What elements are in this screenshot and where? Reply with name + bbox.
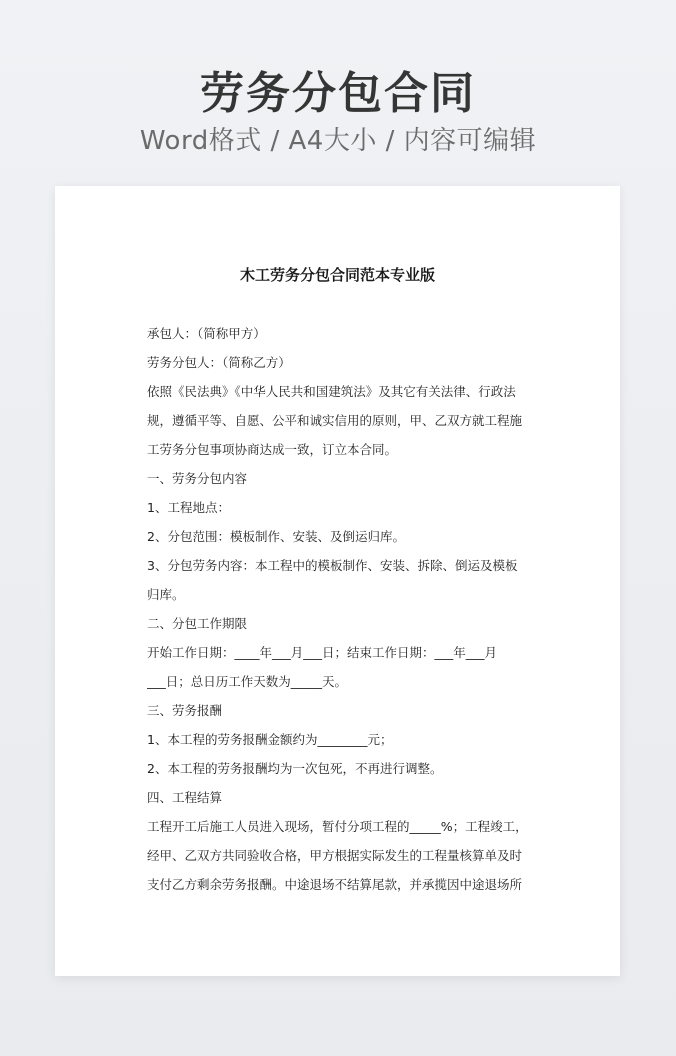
preamble-line: 规，遵循平等、自愿、公平和诚实信用的原则，甲、乙双方就工程施 <box>147 413 523 428</box>
clause-line: ___日；总日历工作天数为_____天。 <box>147 674 348 689</box>
party-a-line: 承包人：（简称甲方） <box>147 326 266 341</box>
document-title: 木工劳务分包合同范本专业版 <box>239 266 435 284</box>
banner-title: 劳务分包合同 <box>200 68 476 119</box>
preamble-line: 工劳务分包事项协商达成一致，订立本合同。 <box>147 442 398 457</box>
section-heading: 一、劳务分包内容 <box>147 471 248 486</box>
clause-line: 工程开工后施工人员进入现场，暂付分项工程的_____%；工程竣工， <box>147 819 528 834</box>
document-page <box>55 186 620 976</box>
banner-subtitle: Word格式 / A4大小 / 内容可编辑 <box>139 126 537 156</box>
clause-line: 2、本工程的劳务报酬均为一次包死，不再进行调整。 <box>147 761 443 776</box>
document-body <box>147 319 533 899</box>
banner <box>0 66 676 158</box>
clause-line: 3、分包劳务内容：本工程中的模板制作、安装、拆除、倒运及模板 <box>147 558 518 573</box>
clause-line: 归库。 <box>147 587 185 602</box>
preamble-line: 依照《民法典》《中华人民共和国建筑法》及其它有关法律、行政法 <box>147 384 516 399</box>
clause-line: 2、分包范围：模板制作、安装、及倒运归库。 <box>147 529 405 544</box>
section-heading: 三、劳务报酬 <box>147 703 223 718</box>
clause-line: 1、本工程的劳务报酬金额约为________元； <box>147 732 393 747</box>
clause-line: 开始工作日期：____年___月___日；结束工作日期：___年___月 <box>147 645 498 660</box>
clause-line: 支付乙方剩余劳务报酬。中途退场不结算尾款，并承揽因中途退场所 <box>147 877 523 892</box>
section-heading: 二、分包工作期限 <box>147 616 248 631</box>
clause-line: 1、工程地点： <box>147 500 230 515</box>
party-b-line: 劳务分包人：（简称乙方） <box>147 355 291 370</box>
clause-line: 经甲、乙双方共同验收合格，甲方根据实际发生的工程量核算单及时 <box>147 848 523 863</box>
section-heading: 四、工程结算 <box>147 790 223 805</box>
